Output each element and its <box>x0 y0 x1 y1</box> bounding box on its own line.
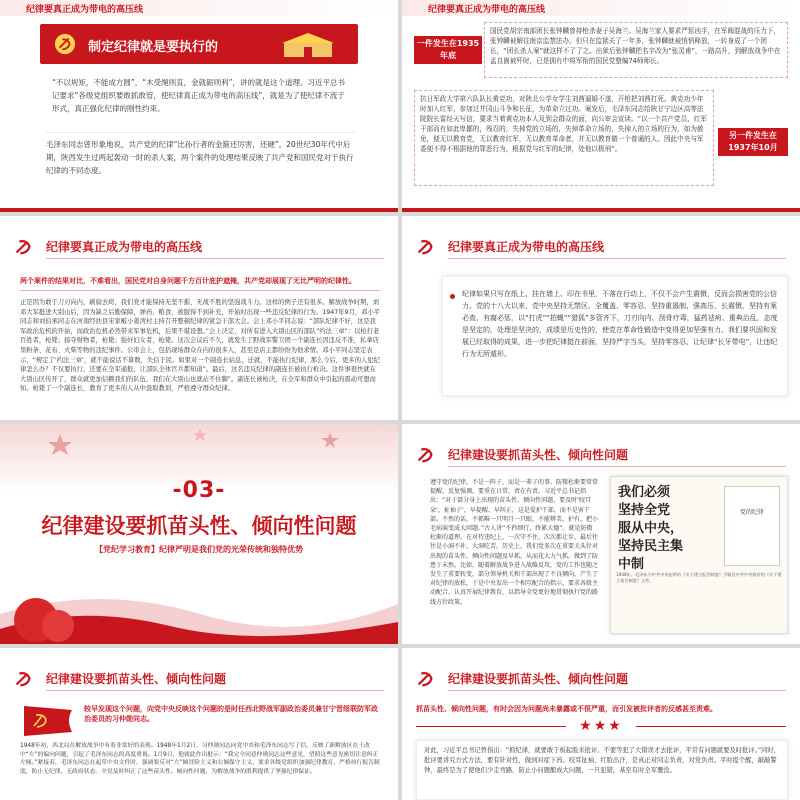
slide-5-section-cover[interactable] <box>0 424 398 644</box>
title-underline <box>448 690 786 691</box>
body-text: 对此，习近平总书记曾指出：“抓纪律，就要敢于板起脸来批评。不要等犯了大错误才去批评，平常有问题就要及时批评。”同时，批评要讲究方式方法，要有针对性，做到对症下药。咬耳扯袖、红脸出汗，是真正对同志负责，对党负责。平时提个醒，敲敲警钟，最终是为了使他们少走弯路，防止小问题酿成大问题，一旦犯错，基至有时全军覆没。 <box>424 747 780 774</box>
star-divider-right <box>636 726 786 727</box>
title-underline <box>448 258 786 259</box>
banner-title: 制定纪律就是要执行的 <box>88 40 219 55</box>
divider <box>46 132 356 133</box>
case-2-tag: 另一件发生在1937年10月 <box>718 128 788 156</box>
case-2-text: 抗日军政大学第六队队长黄克功，对陕北公学女学生刘茜逼婚不遂，开枪把刘茜打死。黄克功少年时加入红军，参加过井冈山斗争和长征，为革命立过功。案发后，毛泽东同志给陕甘宁边区高等法院院长雷经天写信，要求当着黄克功本人及到会群众的面，向公审会宣读。“以一个共产党员、红军干部而有如此卑鄙的，残忍的，失掉党的立场的，失掉革命立场的，失掉人的立场的行为，如为赦免，便无以教育党，无以教育红军，无以教育革命者，并无以教育做一个普通的人。因此中央与军委便不得不根据他的罪恶行为，根据党与红军的纪律，处他以极刑”。 <box>420 95 707 153</box>
footer-bar <box>402 208 800 212</box>
calligraphy-line: 坚持民主集 <box>618 539 684 554</box>
red-flag-icon <box>20 704 76 738</box>
slide-title: 纪律要真正成为带电的高压线 <box>448 240 605 254</box>
title-underline <box>46 690 384 691</box>
hammer-sickle-icon <box>414 668 436 690</box>
quote-text: “不以规矩，不能成方圆”，“木受绳则直，金就砺则利”，讲的就是这个道理。习近平总书记要求“各级党组织要敢抓敢管，使纪律真正成为带电的高压线”，就是为了使纪律不流于形式，真正强化纪律的刚性约束。 <box>52 78 346 113</box>
hammer-sickle-icon <box>12 668 34 690</box>
slide-title: 纪律建设要抓苗头性、倾向性问题 <box>448 672 629 686</box>
body-text: 纪律如果只写在纸上、挂在墙上、印在书里，不落在行动上，不仅不会产生震慑，反而会损害党的公信力。党的十八大以来，党中央坚持无禁区、全覆盖、零容忍，坚持重遏制、强高压、长震慑，坚持有案必查、有腐必惩，以“打虎”“拍蝇”“猎狐”多管齐下，刀刃向内、刮骨疗毒，猛药祛疴、重典治乱，态度是坚定的，处理是坚决的，成绩是历史性的，使党在革命性锻造中变得更加坚强有力。我们要巩固和发展已经取得的成果，进一步把纪律挺在前面，坚持严字当头，坚持零容忍，让纪律“长牙带电”，让违纪行为无所遁形。 <box>462 290 778 358</box>
title-banner <box>40 24 358 64</box>
bullet-dot <box>450 294 455 299</box>
slide-title: 纪律要真正成为带电的高压线 <box>46 240 203 254</box>
calligraphy-line: 服从中央， <box>618 521 684 536</box>
top-strip <box>402 0 800 16</box>
slide-header <box>0 230 398 266</box>
book-title: 党的纪律 <box>739 509 764 516</box>
body-text: 1948年初，西北局在解放战争中有着非常好的表现。1948年1月2日，习仲勋同志向党中央和毛泽东同志写了信，反映了新解放区在土改中“左”的偏向问题，引起了毛泽东同志的高度重视。1月9日，他就此作出批示：“我完全同意仲勋同志这些意见，望照这些意见密切注意纠正左倾。”紧接着，毛泽东同志在起草中央文件时，强调要反对“左”倾冒险主义和右倾保守主义，要求各级党组织加强纪律教育，严格执行报告制度，防止无纪律、无政府状态。全党及时纠正了这些苗头性、倾向性问题，为解放战争的胜利提供了坚强纪律保证。 <box>20 743 380 775</box>
top-strip <box>0 0 398 16</box>
lead-text: 较早发现这个问题，向党中央反映这个问题的是时任西北野战军副政治委员兼甘宁晋绥联防军政治委员的习仲勋同志。 <box>84 705 378 723</box>
slide-8[interactable] <box>402 648 800 800</box>
photo-caption: 1948年，毛泽东为中共中央起草的《关于建立报告制度》手稿及中共中央颁布的《关于建立报告制度》文件。 <box>616 572 782 584</box>
slide-title: 纪律建设要抓苗头性、倾向性问题 <box>448 448 629 462</box>
section-subtitle: 【党纪学习教育】纪律严明是我们党的光荣传统和独特优势 <box>95 545 303 554</box>
case-1-tag: 一件发生在1935年底 <box>414 36 482 64</box>
body-text: 正是因为敢于刀刃向内，刷腐去疴，我们党才能保持无坚不摧、无战不胜的坚强战斗力。这样的例子还有很多。解放战争时期，刘邓大军挺进大别山后，因为缺乏后勤保障，弹药、粮食、被服得不到补充，开始时出现一些违反纪律的行为。1947年9月，邓小平同志和刘伯承同志在河南经扶县宋家畈小姜湾村主持召开整顿纪律的紧急干部大会。会上邓小平同志说：“部队纪律不好，这是我军政治危机的开始，而政治危机必然带来军事危机，后果不堪设想。”会上决定，对所有进入大别山区的部队“约法三章”：以枪打老百姓者，枪毙；掠夺财物者，枪毙；强奸妇女者，枪毙。这次会议后不久，就发生了野战军警卫团一个副连长因违反不准，私拿店里粉条、花布、火柴等物的违纪事件。公审会上，包括现场群众在内的很多人，甚至是店主都纷纷为他求情。邓小平同志坚定表示，“规定了‘约法三章’，就不能说话不算数，失信于民。如果对一个副连长姑息，迁就，不能执行纪律，那么今后，更多的人犯纪律怎么办？不仅要执行，还要在全军通报，让部队全体官兵都知道”。最后，这名违反纪律的副连长被执行枪决。这件事很快就在大别山区传开了，群众就更加信赖我们的队伍，我们在大别山也就站不住脚”。副连长被枪决，在全军和群众中引起的震动可想而知。枪毙了一个副连长，教育了更多的人从中汲取教训，严格遵守群众纪律。 <box>20 299 381 393</box>
book-cover <box>724 486 780 566</box>
hammer-sickle-icon <box>414 236 436 258</box>
slide-2[interactable] <box>402 0 800 212</box>
footer-bar <box>0 208 398 212</box>
slide-header <box>0 662 398 698</box>
hammer-sickle-icon <box>414 444 436 466</box>
party-emblem-icon <box>54 33 76 55</box>
section-number: -03- <box>172 478 226 503</box>
calligraphy-line: 我们必须 <box>618 485 671 500</box>
calligraphy-text <box>618 484 718 574</box>
title-underline <box>448 466 786 467</box>
slide-header <box>402 662 800 698</box>
body-paragraph: 毛泽东同志曾形象地说，共产党的纪律“比孙行者的金箍还厉害，还硬”。20世纪30年代中后期，陕西发生过两起轰动一时的杀人案，两个案件的处理结果反映了共产党和国民党对于执行纪律的不同态度。 <box>46 140 354 175</box>
calligraphy-line: 坚持全党 <box>618 503 671 518</box>
stars-divider-icon: ★★★ <box>579 718 623 734</box>
slide-3[interactable] <box>0 216 398 420</box>
slide-6[interactable] <box>402 424 800 644</box>
body-text: 遵守党的纪律，不是一阵子，而是一辈子的事。防微杜渐要常常提醒、反复强调，要重在日常，责在有责。习近平总书记指出：“对于部分身上出现的苗头性、倾向性问题，要及时‘咬耳朵’，扯袖子’，早提醒、早纠正，这是爱护干部，而不是害干部。不然的话，不抓唯一只明月一只眼，不能辨美、护有，把小毛病演变成大问题。”古人讲“不矜细行，终累大德”。就是防微杜渐的道理。在对待违纪上，一次守不住、次次都让步，最后往往是小洞不补、大洞吃苦。历史上，我们党多次在重要关头针对出现的苗头性、倾向性问题及早抓，从而花大力气抓，做到了防患于未然。比如，随着解放战争进入战略反攻，党的工作也随之发生了重要转变，部分领导机关和干部出现了不良倾向，产生了对纪律的放松，于是中央发出一个相互配合的指示，要求各级主动配合、认真开展纪律教育，以指导全党更好地贯彻执行党的路线方针政策。 <box>430 479 599 606</box>
red-silk-wave-icon <box>0 574 398 644</box>
lead-text: 两个案件的结果对比，不难看出，国民党对自身问题千方百计庇护遮掩，共产党却展现了无比严明的纪律性。 <box>20 277 356 285</box>
stars-decoration-icon <box>0 424 398 484</box>
top-strip-title: 纪律要真正成为带电的高压线 <box>428 5 546 15</box>
slide-1[interactable] <box>0 0 398 212</box>
case-1-text: 国民党胡宗南部团长张钟麟曾持枪杀妻子吴海兰。吴海兰家人要求严惩凶手，在军阀混战的压力下，张钟麟被解往南京监禁法办。但只在监狱关了一年多，张钟麟就被悄悄释放，一转身成了一个团长，“团长杀人案”就这样不了了之。出狱后张钟麟把名字改为“张灵甫”，一路高升，到解放战争中在孟良崮被歼时，已是拥有中将军衔的国民党整编74师师长。 <box>490 27 781 65</box>
tiananmen-icon <box>280 29 336 59</box>
hammer-sickle-icon <box>12 236 34 258</box>
slide-title: 纪律建设要抓苗头性、倾向性问题 <box>46 672 227 686</box>
lead-text: 抓苗头性、倾向性问题，有时会因为问题尚未暴露或不很严重，而引发被批评者的反感甚至责难。 <box>416 705 717 713</box>
top-strip-title: 纪律要真正成为带电的高压线 <box>26 5 144 15</box>
slide-header <box>402 438 800 474</box>
slide-7[interactable] <box>0 648 398 800</box>
calligraphy-line: 中制 <box>618 557 645 572</box>
title-underline <box>46 258 384 259</box>
slide-header <box>402 230 800 266</box>
section-title: 纪律建设要抓苗头性、倾向性问题 <box>41 514 357 538</box>
slide-4[interactable] <box>402 216 800 420</box>
lead-underline <box>20 290 380 291</box>
